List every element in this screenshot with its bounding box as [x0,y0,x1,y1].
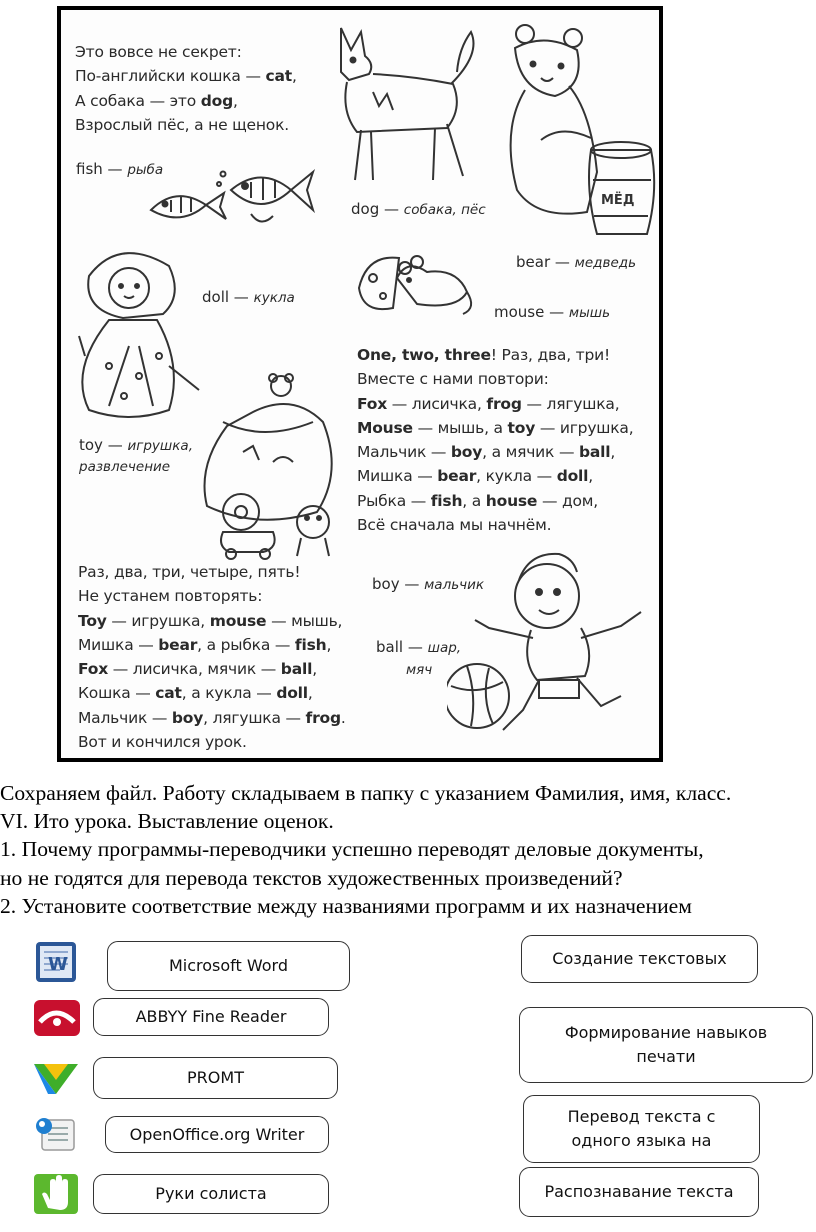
poem-text: , а [462,491,486,510]
english-word: doll [556,467,589,486]
poem-text: Мишка — [357,467,438,486]
poem-line [357,367,633,391]
poem-text: Кошка — [78,684,156,703]
english-word: cat [155,684,182,703]
english-word: cat [265,67,292,86]
poem-text: , а кукла — [181,684,277,703]
poem-line [75,89,297,113]
caption-mouse: mouse — мышь [494,303,611,321]
purpose-box-text-creation[interactable]: Создание текстовых [521,935,758,983]
poem-text: А собака — это [75,91,201,110]
poem-line [75,113,297,137]
poem-2 [357,343,633,537]
poem-line [357,489,633,513]
toys-illustration [183,372,353,562]
english-word: dog [200,91,234,110]
poem-text: , [291,67,297,86]
dog-illustration [323,22,483,192]
bear-illustration [501,20,661,250]
poem-line [78,706,346,730]
program-box-promt[interactable]: PROMT [93,1057,338,1099]
word-icon [30,940,82,984]
poem-line [78,730,346,754]
lesson-stage: VI. Ито урока. Выставление оценок. [0,809,334,834]
poem-text: , [233,91,238,110]
poem-text: — игрушка, [535,418,634,437]
poem-line [75,64,297,88]
poem-text: ! Раз, два, три! [490,346,611,364]
english-word: bear [158,635,198,654]
english-word: One, two, three [357,346,491,364]
english-word: Fox [78,660,109,679]
poem-line [357,464,633,488]
poem-text: Это вовсе не секрет: [75,43,242,61]
body-text [0,779,816,920]
poem-line [78,681,346,705]
poem-text: , а мячик — [482,443,579,462]
poem-text: — лягушка, [521,394,620,413]
english-word: ball [280,660,313,679]
english-word: Mouse [357,418,413,437]
question-2: 2. Установите соответствие между названиями программ и их назначением [0,893,692,918]
poem-text: , а рыбка — [197,635,295,654]
poem-text: Мишка — [78,635,159,654]
english-word: Toy [78,611,107,630]
poem-3 [78,560,346,754]
abbyy-icon [30,996,82,1040]
honey-barrel-label: МЁД [601,193,635,208]
poem-line [357,416,633,440]
poem-text: . [340,708,346,727]
poem-text: Мальчик — [78,708,172,727]
purpose-box-recognition[interactable]: Распознавание текста [519,1167,759,1217]
poem-text: , [307,684,313,703]
poem-text: , лягушка — [203,708,306,727]
openoffice-writer-icon [30,1112,82,1156]
poem-text: Всё сначала мы начнём. [357,516,552,535]
poem-text: Взрослый пёс, а не щенок. [75,115,289,134]
caption-boy: boy — мальчик [372,575,485,593]
caption-fish: fish — рыба [76,160,164,178]
program-box-hands[interactable]: Руки солиста [93,1174,329,1214]
poem-line [78,560,346,584]
program-box-word[interactable]: Microsoft Word [107,941,350,991]
poem-line [78,584,346,608]
caption-dog: dog — собака, пёс [351,200,486,218]
poem-text: , кукла — [476,467,557,486]
poem-line [78,633,346,657]
english-word: fish [294,635,327,654]
english-word: ball [578,443,611,462]
poem-line [78,657,346,681]
poem-text: — мышь, [266,611,343,630]
poem-text: Вместе с нами повтори: [357,370,549,389]
poem-text: , [610,443,616,462]
english-word: doll [276,684,308,703]
question-1-line-1: 1. Почему программы-переводчики успешно переводят деловые документы, [0,837,704,862]
poem-text: , [588,467,593,486]
poem-1 [75,40,297,137]
poem-text: , [312,660,317,679]
poem-text: — мышь, а [412,418,508,437]
poem-text: — лисичка, мячик — [108,660,281,679]
poem-text: — лисичка, [387,394,487,413]
purpose-box-translation[interactable]: Перевод текста с одного языка на [523,1095,760,1163]
boy-illustration [447,546,657,746]
poem-text: Не устанем повторять: [78,587,263,606]
poem-text: , [326,635,332,654]
caption-toy: toy — игрушка, развлечение [79,436,193,475]
english-word: bear [437,467,477,486]
poem-text: — игрушка, [106,611,210,630]
save-instruction: Сохраняем файл. Работу складываем в папку с указанием Фамилия, имя, класс. [0,781,732,805]
english-word: frog [486,394,522,413]
caption-ball: ball — шар, мяч [376,638,462,678]
poem-line [357,343,633,367]
poem-text: Вот и кончился урок. [78,733,247,752]
poem-text: Рыбка — [357,491,431,510]
poem-text: — дом, [537,491,599,510]
mouse-illustration [353,248,483,323]
english-word: Fox [357,394,388,413]
english-word: fish [430,491,463,510]
english-word: boy [450,443,483,462]
promt-icon [30,1054,82,1098]
english-word: frog [305,708,341,727]
english-word: boy [171,708,204,727]
question-1-line-2: но не годятся для перевода текстов художественных произведений? [0,865,623,890]
caption-bear: bear — медведь [516,253,637,271]
poem-line [357,513,633,537]
worksheet-frame [57,6,663,762]
english-word: mouse [209,611,267,630]
caption-doll: doll — кукла [202,288,295,306]
hand-icon [30,1172,82,1216]
poem-line [357,392,633,416]
english-word: house [485,491,538,510]
svg-text:W: W [48,954,68,975]
poem-line [357,440,633,464]
poem-text: По-английски кошка — [75,67,266,86]
purpose-box-typing-skills[interactable]: Формирование навыков печати [519,1007,813,1083]
program-box-abbyy[interactable]: ABBYY Fine Reader [93,998,329,1036]
poem-line [78,609,346,633]
poem-text: Раз, два, три, четыре, пять! [78,563,301,581]
program-box-openoffice[interactable]: OpenOffice.org Writer [105,1116,329,1153]
poem-line [75,40,297,64]
english-word: toy [507,418,536,437]
fish-illustration [141,160,321,240]
poem-text: Мальчик — [357,443,451,462]
